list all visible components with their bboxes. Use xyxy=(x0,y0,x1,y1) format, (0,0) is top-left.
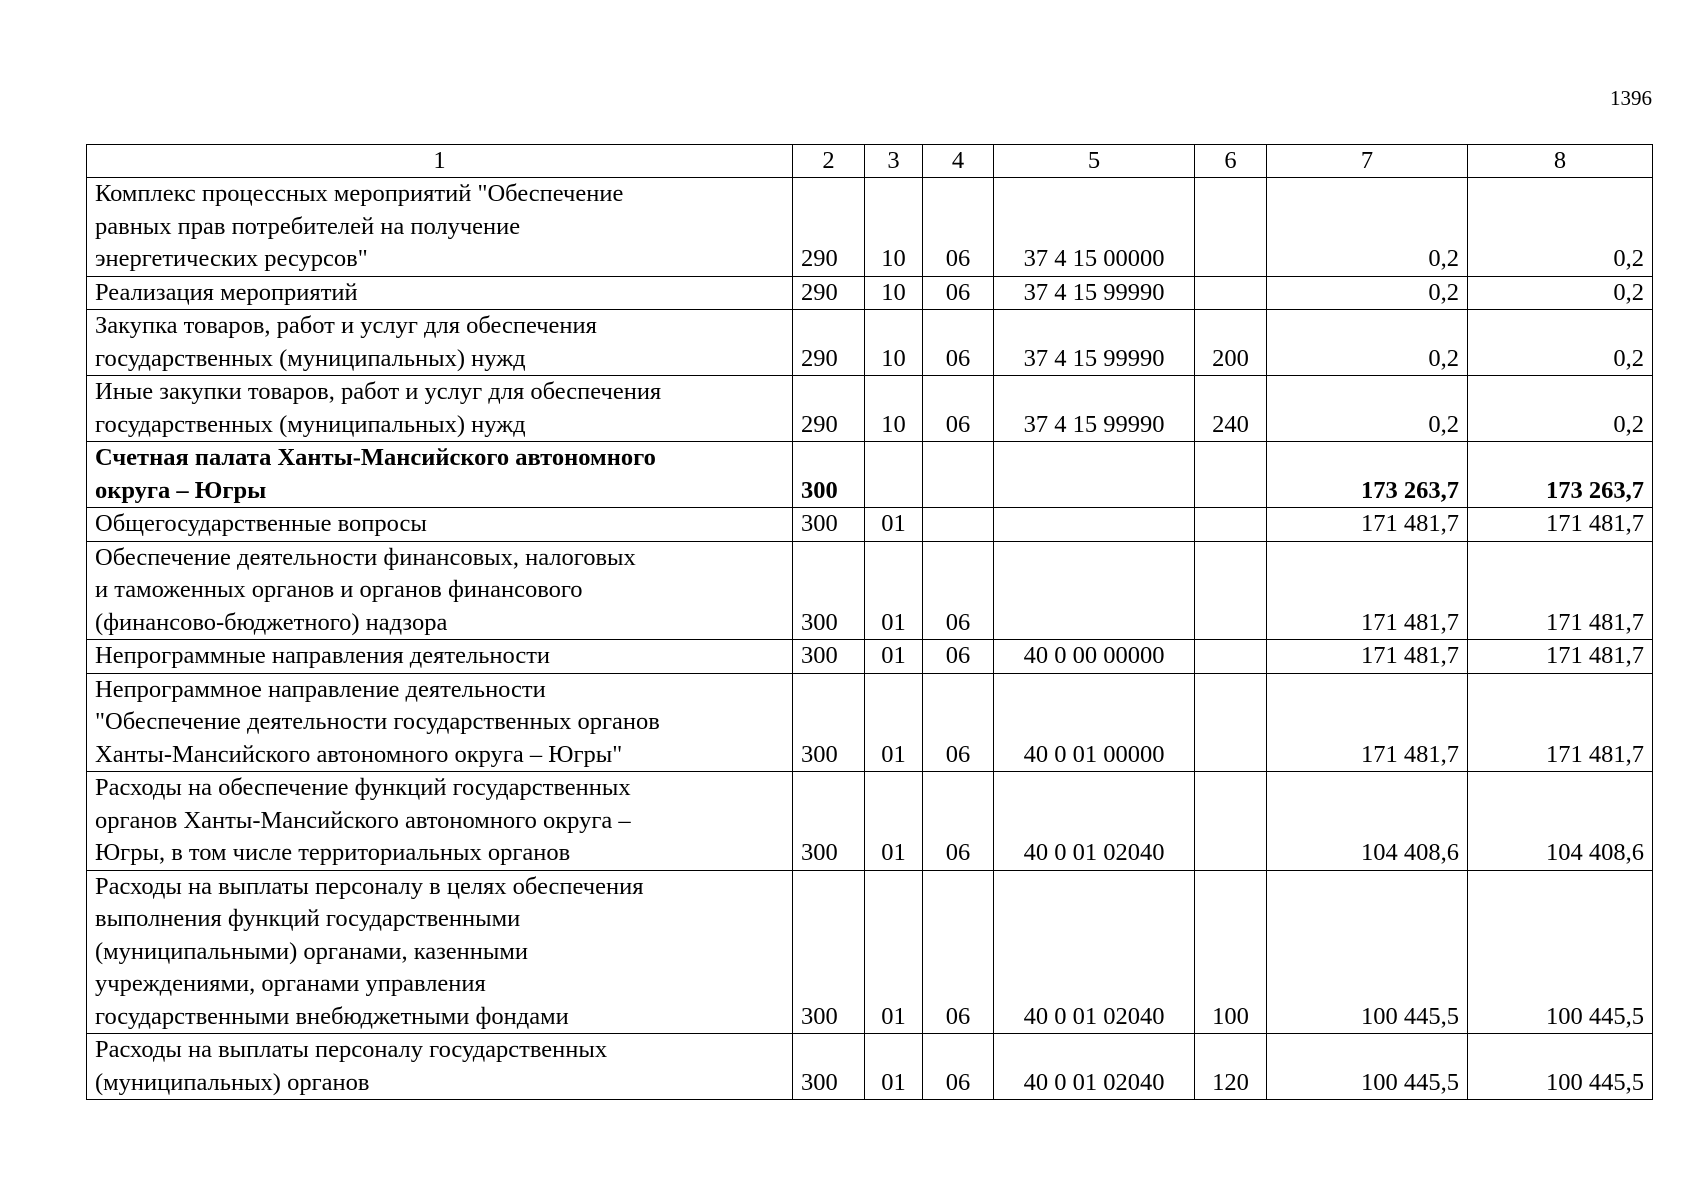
row-name-line: Общегосударственные вопросы xyxy=(95,510,427,537)
row-name-cell xyxy=(87,870,793,1034)
row-name-line: энергетических ресурсов" xyxy=(95,245,368,272)
expense-type-cell xyxy=(1195,541,1267,640)
row-name-cell xyxy=(87,276,793,310)
row-name-cell xyxy=(87,673,793,772)
table-row xyxy=(87,870,1653,1034)
amount-cell-8: 171 481,7 xyxy=(1468,541,1653,640)
row-name-line: "Обеспечение деятельности государственных органов xyxy=(95,708,660,735)
subsection-code-cell: 06 xyxy=(923,541,994,640)
table-row xyxy=(87,376,1653,442)
amount-cell-8: 104 408,6 xyxy=(1468,772,1653,871)
admin-code-cell: 300 xyxy=(793,1034,865,1100)
section-code-cell: 10 xyxy=(865,310,923,376)
amount-cell-7: 100 445,5 xyxy=(1267,870,1468,1034)
subsection-code-cell: 06 xyxy=(923,772,994,871)
row-name-cell xyxy=(87,508,793,542)
row-name-line: государственными внебюджетными фондами xyxy=(95,1002,569,1030)
row-name-line: Счетная палата Ханты-Мансийского автономного xyxy=(95,444,656,471)
admin-code-cell: 300 xyxy=(793,673,865,772)
row-name-cell xyxy=(87,541,793,640)
page-number: 1396 xyxy=(1610,86,1652,110)
row-name-line: равных прав потребителей на получение xyxy=(95,212,521,240)
row-name-line: Расходы на выплаты персоналу государственных xyxy=(95,1036,608,1063)
section-code-cell: 01 xyxy=(865,772,923,871)
section-code-cell: 10 xyxy=(865,178,923,277)
table-row xyxy=(87,178,1653,277)
row-name-line: органов Ханты-Мансийского автономного округа – xyxy=(95,806,631,834)
row-name-line: и таможенных органов и органов финансового xyxy=(95,576,583,603)
table-row xyxy=(87,673,1653,772)
amount-cell-7: 0,2 xyxy=(1267,276,1468,310)
expense-type-cell xyxy=(1195,276,1267,310)
expense-type-cell xyxy=(1195,178,1267,277)
admin-code-cell: 300 xyxy=(793,541,865,640)
section-code-cell: 01 xyxy=(865,870,923,1034)
row-name-line: Реализация мероприятий xyxy=(95,278,358,306)
header-cell-8: 8 xyxy=(1468,145,1653,178)
expense-type-cell: 200 xyxy=(1195,310,1267,376)
table-row xyxy=(87,640,1653,674)
amount-cell-8: 171 481,7 xyxy=(1468,640,1653,674)
subsection-code-cell xyxy=(923,508,994,542)
expense-type-cell: 240 xyxy=(1195,376,1267,442)
amount-cell-8: 0,2 xyxy=(1468,310,1653,376)
subsection-code-cell: 06 xyxy=(923,376,994,442)
amount-cell-8: 0,2 xyxy=(1468,376,1653,442)
header-cell-5: 5 xyxy=(994,145,1195,178)
admin-code-cell: 290 xyxy=(793,310,865,376)
target-code-cell: 37 4 15 00000 xyxy=(994,178,1195,277)
admin-code-cell: 300 xyxy=(793,442,865,508)
target-code-cell: 40 0 01 02040 xyxy=(994,1034,1195,1100)
row-name-line: учреждениями, органами управления xyxy=(95,970,486,997)
amount-cell-7: 0,2 xyxy=(1267,376,1468,442)
target-code-cell xyxy=(994,541,1195,640)
header-row xyxy=(87,145,1653,178)
row-name-line: государственных (муниципальных) нужд xyxy=(95,344,526,372)
budget-table xyxy=(86,144,1653,1100)
amount-cell-7: 171 481,7 xyxy=(1267,508,1468,542)
table-body xyxy=(87,145,1653,1100)
target-code-cell: 40 0 00 00000 xyxy=(994,640,1195,674)
admin-code-cell: 300 xyxy=(793,640,865,674)
section-code-cell: 01 xyxy=(865,640,923,674)
header-cell-1: 1 xyxy=(87,145,793,178)
amount-cell-8: 100 445,5 xyxy=(1468,870,1653,1034)
row-name-cell xyxy=(87,640,793,674)
row-name-line: выполнения функций государственными xyxy=(95,905,521,932)
row-name-line: Ханты-Мансийского автономного округа – Югры" xyxy=(95,740,623,768)
amount-cell-7: 0,2 xyxy=(1267,178,1468,277)
target-code-cell: 40 0 01 02040 xyxy=(994,870,1195,1034)
row-name-line: Иные закупки товаров, работ и услуг для обеспечения xyxy=(95,378,662,405)
row-name-cell xyxy=(87,772,793,871)
subsection-code-cell: 06 xyxy=(923,870,994,1034)
amount-cell-8: 100 445,5 xyxy=(1468,1034,1653,1100)
header-cell-6: 6 xyxy=(1195,145,1267,178)
expense-type-cell xyxy=(1195,508,1267,542)
amount-cell-7: 173 263,7 xyxy=(1267,442,1468,508)
table-row xyxy=(87,1034,1653,1100)
row-name-line: государственных (муниципальных) нужд xyxy=(95,410,526,438)
subsection-code-cell: 06 xyxy=(923,673,994,772)
subsection-code-cell: 06 xyxy=(923,1034,994,1100)
subsection-code-cell: 06 xyxy=(923,310,994,376)
row-name-line: Непрограммное направление деятельности xyxy=(95,675,546,703)
amount-cell-7: 171 481,7 xyxy=(1267,640,1468,674)
amount-cell-8: 0,2 xyxy=(1468,276,1653,310)
admin-code-cell: 290 xyxy=(793,178,865,277)
section-code-cell: 10 xyxy=(865,276,923,310)
row-name-cell xyxy=(87,442,793,508)
section-code-cell: 01 xyxy=(865,541,923,640)
row-name-cell xyxy=(87,310,793,376)
subsection-code-cell: 06 xyxy=(923,640,994,674)
admin-code-cell: 300 xyxy=(793,870,865,1034)
expense-type-cell xyxy=(1195,772,1267,871)
section-code-cell xyxy=(865,442,923,508)
row-name-line: Обеспечение деятельности финансовых, налоговых xyxy=(95,543,636,571)
row-name-line: Расходы на выплаты персоналу в целях обеспечения xyxy=(95,872,644,900)
amount-cell-8: 0,2 xyxy=(1468,178,1653,277)
header-cell-2: 2 xyxy=(793,145,865,178)
target-code-cell: 40 0 01 00000 xyxy=(994,673,1195,772)
amount-cell-7: 0,2 xyxy=(1267,310,1468,376)
admin-code-cell: 290 xyxy=(793,376,865,442)
table-row xyxy=(87,276,1653,310)
row-name-line: (муниципальными) органами, казенными xyxy=(95,937,528,965)
target-code-cell xyxy=(994,442,1195,508)
admin-code-cell: 290 xyxy=(793,276,865,310)
section-code-cell: 01 xyxy=(865,508,923,542)
header-cell-4: 4 xyxy=(923,145,994,178)
amount-cell-7: 171 481,7 xyxy=(1267,673,1468,772)
subsection-code-cell: 06 xyxy=(923,276,994,310)
amount-cell-8: 171 481,7 xyxy=(1468,508,1653,542)
row-name-cell xyxy=(87,1034,793,1100)
amount-cell-8: 173 263,7 xyxy=(1468,442,1653,508)
row-name-cell xyxy=(87,178,793,277)
header-cell-7: 7 xyxy=(1267,145,1468,178)
amount-cell-7: 100 445,5 xyxy=(1267,1034,1468,1100)
expense-type-cell xyxy=(1195,673,1267,772)
section-code-cell: 01 xyxy=(865,1034,923,1100)
expense-type-cell xyxy=(1195,442,1267,508)
section-code-cell: 01 xyxy=(865,673,923,772)
expense-type-cell: 120 xyxy=(1195,1034,1267,1100)
row-name-line: Закупка товаров, работ и услуг для обеспечения xyxy=(95,312,597,339)
row-name-cell xyxy=(87,376,793,442)
header-cell-3: 3 xyxy=(865,145,923,178)
admin-code-cell: 300 xyxy=(793,772,865,871)
expense-type-cell: 100 xyxy=(1195,870,1267,1034)
amount-cell-8: 171 481,7 xyxy=(1468,673,1653,772)
subsection-code-cell xyxy=(923,442,994,508)
target-code-cell: 37 4 15 99990 xyxy=(994,276,1195,310)
target-code-cell: 40 0 01 02040 xyxy=(994,772,1195,871)
row-name-line: Югры, в том числе территориальных органов xyxy=(95,839,571,866)
table-row xyxy=(87,541,1653,640)
target-code-cell xyxy=(994,508,1195,542)
target-code-cell: 37 4 15 99990 xyxy=(994,310,1195,376)
row-name-line: Непрограммные направления деятельности xyxy=(95,642,551,669)
table-row xyxy=(87,772,1653,871)
target-code-cell: 37 4 15 99990 xyxy=(994,376,1195,442)
subsection-code-cell: 06 xyxy=(923,178,994,277)
row-name-line: (муниципальных) органов xyxy=(95,1068,370,1096)
table-row xyxy=(87,508,1653,542)
amount-cell-7: 104 408,6 xyxy=(1267,772,1468,871)
expense-type-cell xyxy=(1195,640,1267,674)
row-name-line: Комплекс процессных мероприятий "Обеспечение xyxy=(95,180,624,207)
row-name-line: округа – Югры xyxy=(95,476,267,504)
admin-code-cell: 300 xyxy=(793,508,865,542)
section-code-cell: 10 xyxy=(865,376,923,442)
table-row xyxy=(87,442,1653,508)
row-name-line: Расходы на обеспечение функций государственных xyxy=(95,774,631,801)
amount-cell-7: 171 481,7 xyxy=(1267,541,1468,640)
table-row xyxy=(87,310,1653,376)
row-name-line: (финансово-бюджетного) надзора xyxy=(95,608,448,636)
